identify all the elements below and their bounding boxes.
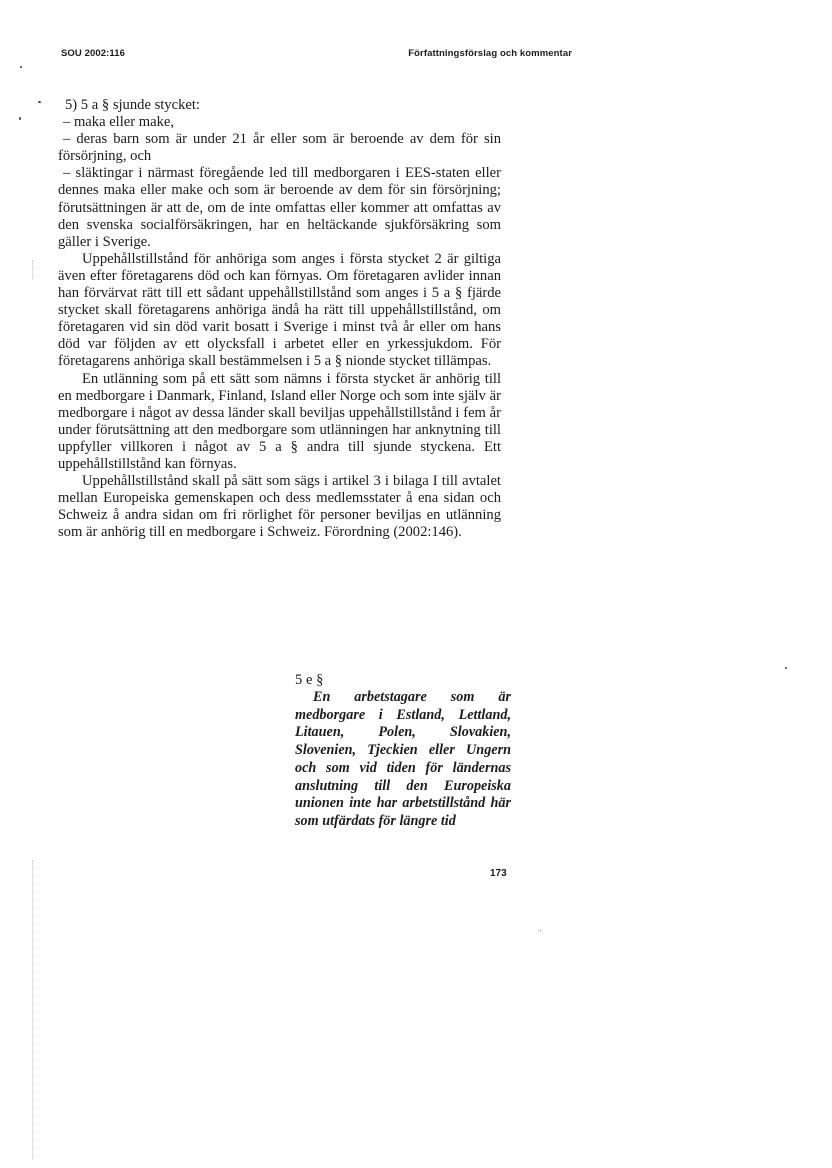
section-paragraph: En arbetstagare som är medborgare i Estland, Lettland, Litauen, Polen, Slovakien, Slovenien, Tjeckien eller Ungern och som vid tiden för ländernas anslutning till den Europeiska unionen inte har arbetstillstånd här som utfärdats för längre tid	[295, 689, 511, 829]
paragraph: – maka eller make,	[63, 114, 175, 131]
scan-speck	[19, 117, 21, 120]
paragraph: – släktingar i närmast föregående led till medborgaren i EES-staten eller dennes maka eller make och som är beroende av dem för sin försörjning; förutsättningen är att de, om de inte omfattas eller kommer att omfattas av den svenska socialförsäkringen, har en heltäckande sjukförsäkring som gäller i Sverige.	[58, 165, 501, 250]
scan-speck	[38, 101, 41, 103]
scan-edge-line	[32, 860, 33, 1160]
paragraph: – deras barn som är under 21 år eller som är beroende av dem för sin försörjning, och	[58, 131, 501, 165]
paragraph: 5) 5 a § sjunde stycket:	[65, 97, 200, 113]
scan-speck	[540, 930, 541, 931]
paragraph: Uppehållstillstånd skall på sätt som sägs i artikel 3 i bilaga I till avtalet mellan Europeiska gemenskapen och dess medlemsstater å ena sidan och Schweiz å andra sidan om fri rörlighet för personer beviljas en utlänning som är anhörig till en medborgare i Schweiz. Förordning (2002:146).	[58, 473, 501, 541]
section-heading: 5 e §	[295, 672, 324, 688]
scan-speck	[20, 66, 22, 68]
main-text-block	[58, 97, 501, 541]
paragraph: Uppehållstillstånd för anhöriga som anges i första stycket 2 är giltiga även efter företagarens död och kan förnyas. Om företagaren avlider innan han förvärvat rätt till ett sådant uppehållstillstånd som anges i 5 a § fjärde stycket skall företagarens anhöriga ändå ha rätt till uppehållstillstånd, om företagaren vid sin död varit bosatt i Sverige i minst två år eller om hans död var följden av ett olycksfall i arbetet eller en yrkessjukdom. För företagarens anhöriga skall bestämmelsen i 5 a § nionde stycket tillämpas.	[58, 250, 501, 370]
page-number: 173	[490, 868, 507, 879]
scan-edge-line	[32, 260, 33, 280]
running-header-right: Författningsförslag och kommentar	[408, 48, 572, 59]
scan-speck	[785, 667, 787, 669]
running-header-left: SOU 2002:116	[61, 48, 126, 59]
paragraph: En utlänning som på ett sätt som nämns i första stycket är anhörig till en medborgare i Danmark, Finland, Island eller Norge och som inte själv är medborgare i något av dessa länder skall beviljas uppehållstillstånd i fem år under förutsättning att den medborgare som utlänningen har anknytning till uppfyller villkoren i något av 5 a § andra till sjunde styckena. Ett uppehållstillstånd kan förnyas.	[58, 370, 501, 472]
